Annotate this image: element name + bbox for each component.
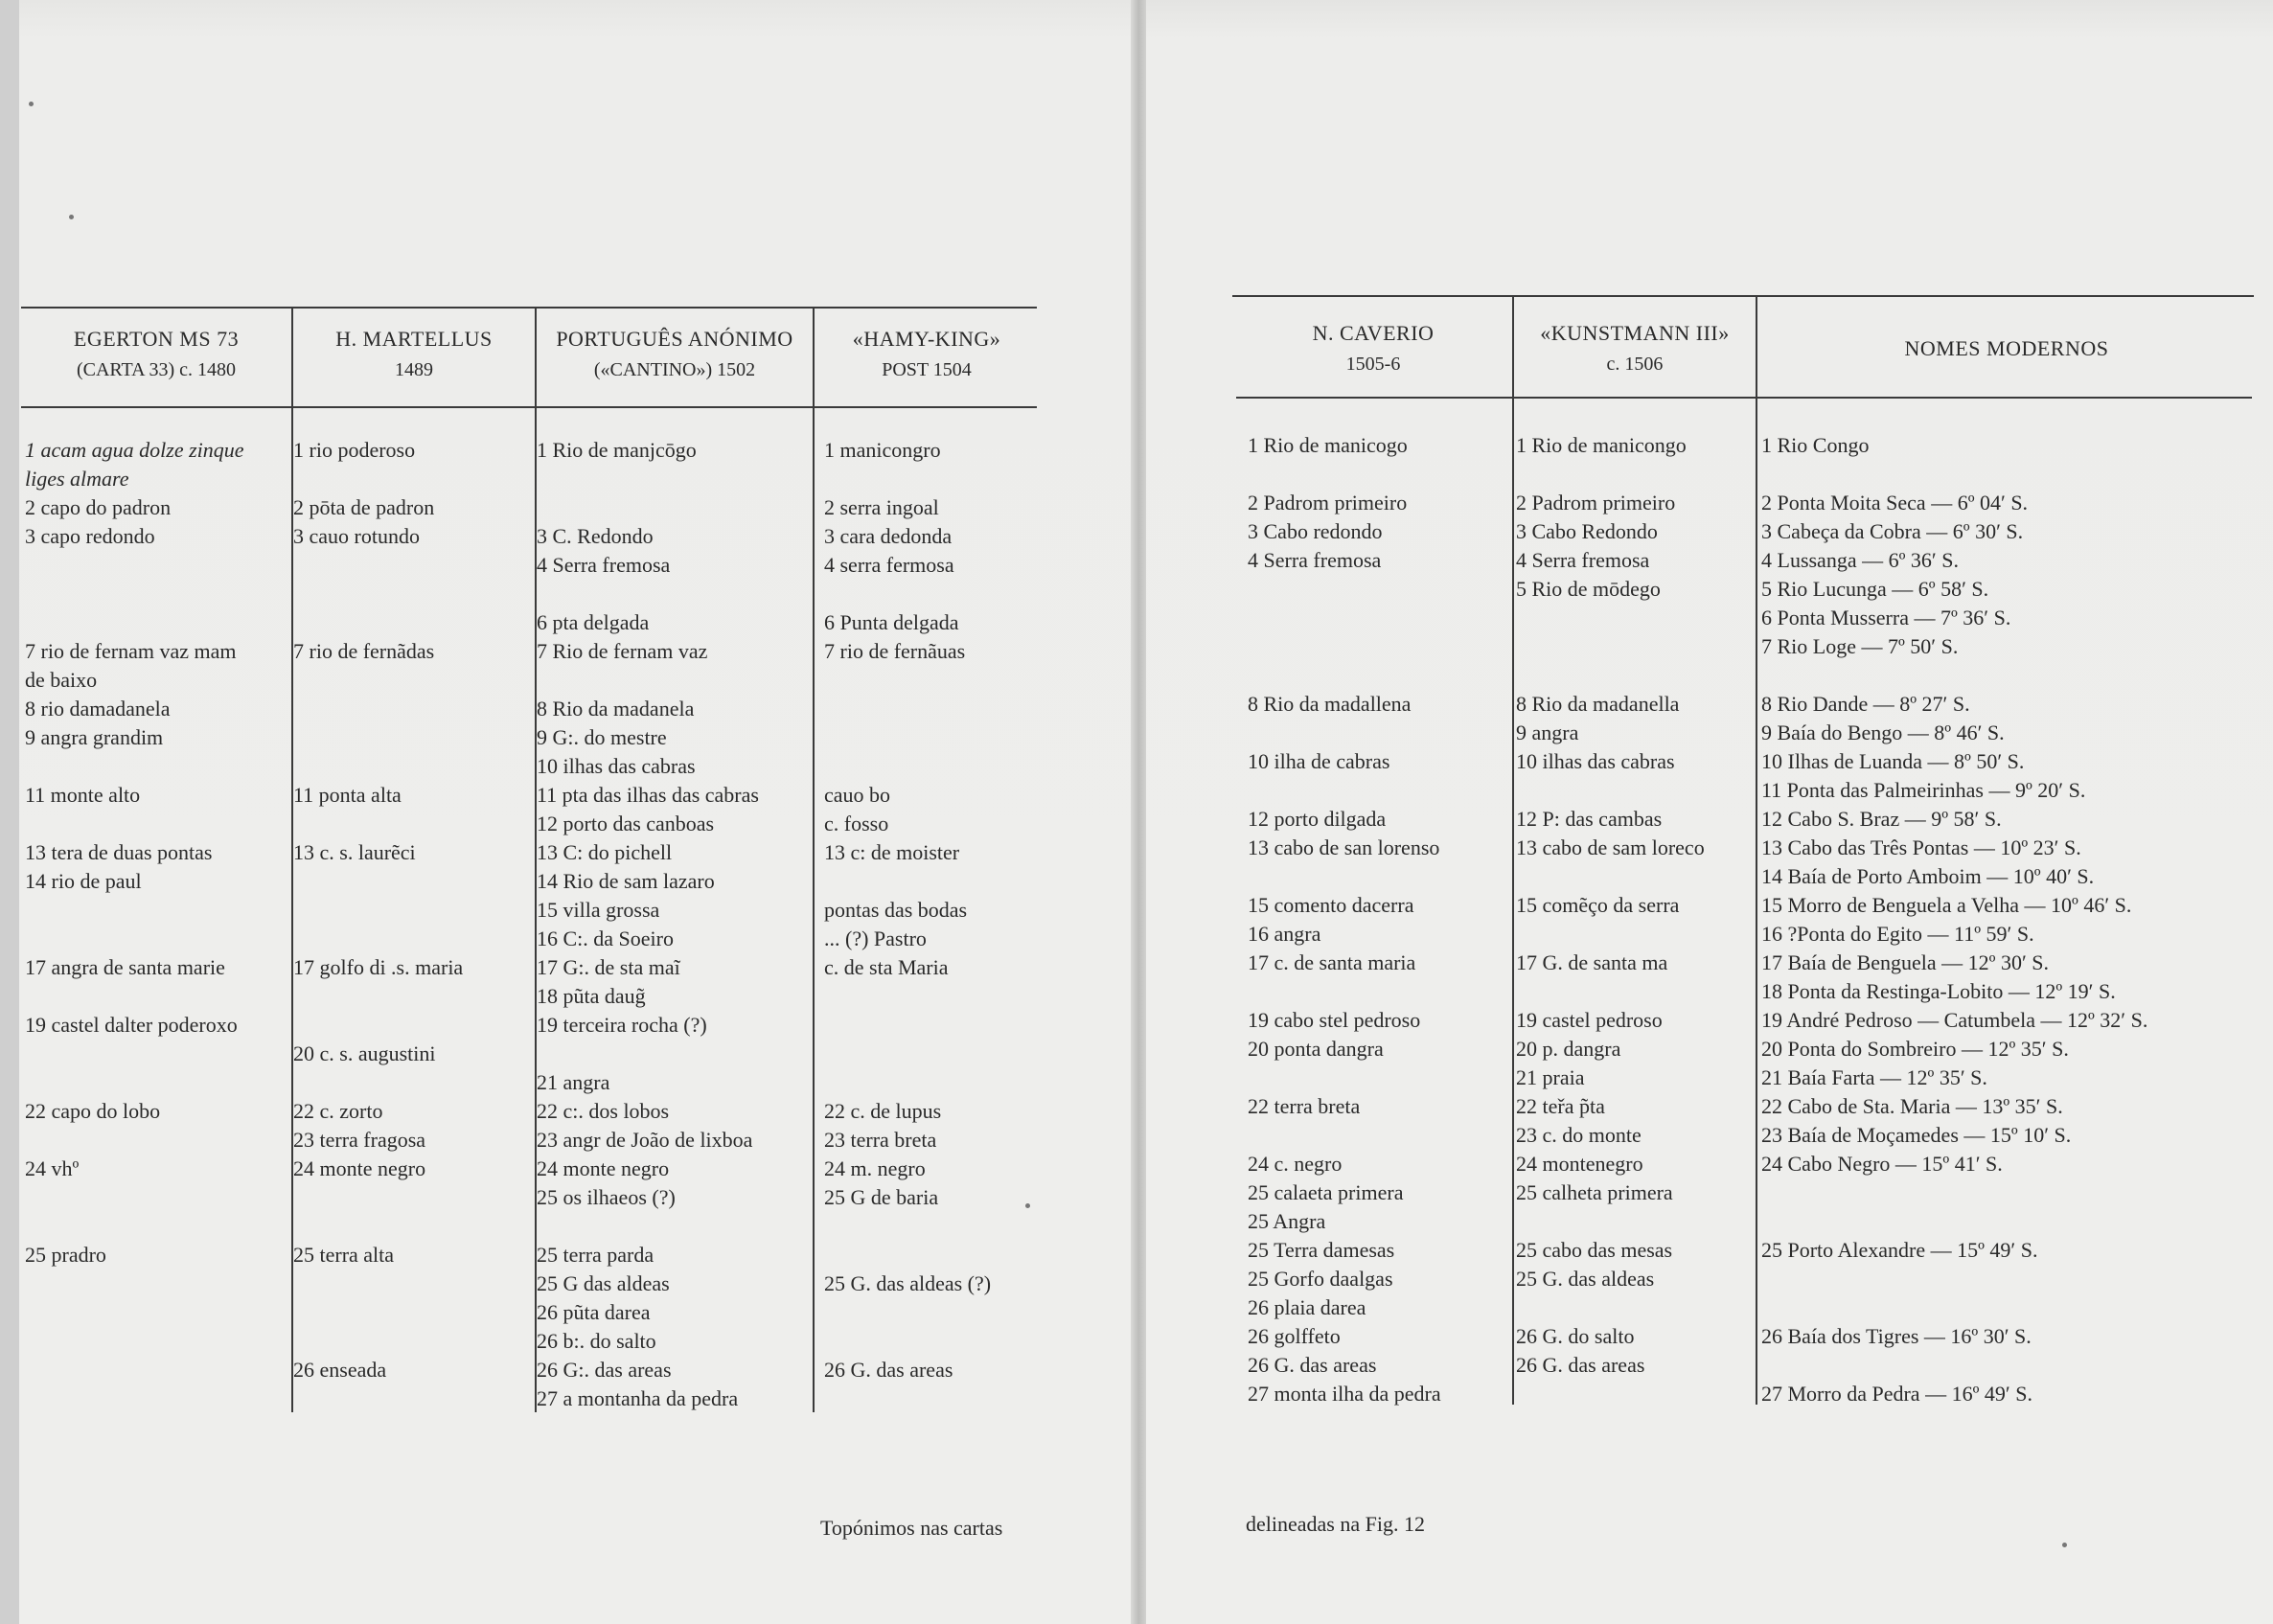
table-cell: 4 Serra fremosa: [537, 553, 671, 577]
table-cell: 17 c. de santa maria: [1248, 950, 1416, 974]
table-cell: 24 monte negro: [293, 1156, 426, 1180]
table-cell: 13 tera de duas pontas: [25, 840, 213, 864]
table-cell: 9 angra grandim: [25, 725, 164, 749]
col-hamy: [824, 436, 1037, 1471]
table-cell: [25, 1068, 289, 1097]
table-cell: 8 Rio Dande — 8º 27′ S.: [1761, 692, 1970, 716]
col-caverio: [1248, 431, 1510, 1466]
col-divider-3: [813, 309, 815, 1412]
table-cell: 6 pta delgada: [537, 610, 650, 634]
table-cell: 25 Terra damesas: [1248, 1238, 1395, 1262]
table-cell: 22 capo do lobo: [25, 1099, 161, 1123]
table-cell: 8 Rio da madanella: [1516, 692, 1680, 716]
table-cell: 12 porto dilgada: [1248, 807, 1387, 831]
table-cell: [1761, 1265, 2254, 1293]
table-cell: [824, 1068, 1037, 1097]
table-cell: [293, 1384, 533, 1413]
table-cell: [1516, 977, 1754, 1006]
table-cell: 25 calaeta primera: [1248, 1180, 1404, 1204]
table-cell: 15 comento dacerra: [1248, 893, 1414, 917]
col-head-caverio: [1236, 318, 1510, 379]
table-cell: 22 c:. dos lobos: [537, 1099, 670, 1123]
table-cell: 4 Serra fremosa: [1516, 548, 1650, 572]
table-cell: 15 villa grossa: [537, 898, 660, 922]
table-cell: 7 Rio Loge — 7º 50′ S.: [1761, 634, 1959, 658]
table-cell: 2 pōta de padron: [293, 495, 435, 519]
table-cell: 25 Gorfo daalgas: [1248, 1267, 1393, 1291]
table-cell: [1248, 460, 1510, 489]
table-cell: [537, 1442, 811, 1471]
table-cell: 19 castel dalter poderoxo: [25, 1013, 238, 1037]
table-cell: [537, 580, 811, 608]
table-cell: [293, 752, 533, 781]
table-cell: 22 teřa p̃ta: [1516, 1094, 1605, 1118]
table-cell: [25, 1356, 289, 1384]
table-cell: 7 Rio de fernam vaz: [537, 639, 708, 663]
table-cell: 21 angra: [537, 1070, 610, 1094]
table-cell: 1 Rio Congo: [1761, 433, 1870, 457]
table-cell: 5 Rio de mōdego: [1516, 577, 1661, 601]
table-cell: c. fosso: [824, 812, 889, 835]
table-cell: [293, 1212, 533, 1241]
table-cell: 26 b:. do salto: [537, 1329, 656, 1353]
table-cell: [293, 1298, 533, 1327]
col-head-caverio-line2: 1505-6: [1345, 354, 1401, 375]
table-cell: 12 Cabo S. Braz — 9º 58′ S.: [1761, 807, 2002, 831]
col-head-hamy-line2: POST 1504: [882, 359, 972, 380]
table-cell: 24 monte negro: [537, 1156, 670, 1180]
table-cell: 17 G. de santa ma: [1516, 950, 1668, 974]
col-head-martellus: [295, 324, 533, 385]
table-cell: [25, 896, 289, 925]
table-cell: 15 comẽço da serra: [1516, 893, 1680, 917]
table-cell: [25, 1413, 289, 1442]
table-cell: 26 plaia darea: [1248, 1295, 1366, 1319]
table-cell: c. de sta Maria: [824, 955, 949, 979]
table-cell: 17 golfo di .s. maria: [293, 955, 464, 979]
table-cell: 24 vhº: [25, 1156, 80, 1180]
table-cell: [25, 1126, 289, 1155]
table-cell: 22 terra breta: [1248, 1094, 1361, 1118]
table-cell: 1 Rio de manicongo: [1516, 433, 1687, 457]
table-cell: [1248, 862, 1510, 891]
scan-speck: [29, 102, 34, 106]
table-cell: 8 Rio da madallena: [1248, 692, 1412, 716]
table-cell: 4 Lussanga — 6º 36′ S.: [1761, 548, 1959, 572]
table-cell: [1761, 1351, 2254, 1380]
table-cell: 27 a montanha da pedra: [537, 1386, 739, 1410]
table-cell: [293, 1327, 533, 1356]
table-cell: [25, 1327, 289, 1356]
table-cell: 4 Serra fremosa: [1248, 548, 1382, 572]
table-cell: 25 Angra: [1248, 1209, 1326, 1233]
table-cell: 2 Padrom primeiro: [1248, 491, 1408, 515]
table-cell: 19 castel pedroso: [1516, 1008, 1663, 1032]
table-cell: [824, 1327, 1037, 1356]
table-cell: 6 Punta delgada: [824, 610, 959, 634]
table-cell: [824, 1298, 1037, 1327]
table-cell: [824, 1241, 1037, 1269]
table-cell: 25 G. das aldeas: [1516, 1267, 1655, 1291]
table-cell: 11 Ponta das Palmeirinhas — 9º 20′ S.: [1761, 778, 2086, 802]
table-cell: [293, 1269, 533, 1298]
col-head-modernos-line1: NOMES MODERNOS: [1904, 336, 2109, 360]
table-cell: 5 Rio Lucunga — 6º 58′ S.: [1761, 577, 1989, 601]
table-cell: 8 Rio da madanela: [537, 697, 695, 721]
table-cell: [824, 723, 1037, 752]
table-cell: 1 Rio de manjcōgo: [537, 438, 697, 462]
table-cell: [293, 810, 533, 838]
table-cell: 26 G. das areas: [1248, 1353, 1377, 1377]
table-cell: 22 Cabo de Sta. Maria — 13º 35′ S.: [1761, 1094, 2063, 1118]
table-cell: 23 terra fragosa: [293, 1128, 426, 1152]
table-cell: [1761, 661, 2254, 690]
table-cell: [293, 666, 533, 695]
table-cell: [1516, 661, 1754, 690]
table-cell: [1761, 1408, 2254, 1437]
table-cell: [25, 1212, 289, 1241]
table-cell: [1248, 1437, 1510, 1466]
table-cell: 11 monte alto: [25, 783, 141, 807]
table-cell: [293, 1413, 533, 1442]
table-cell: [1248, 604, 1510, 632]
table-cell: 17 Baía de Benguela — 12º 30′ S.: [1761, 950, 2050, 974]
table-cell: 13 Cabo das Três Pontas — 10º 23′ S.: [1761, 835, 2081, 859]
header-bottom-rule-right: [1236, 397, 2252, 399]
table-cell: [25, 810, 289, 838]
scan-speck: [2062, 1543, 2067, 1547]
table-cell: 23 terra breta: [824, 1128, 937, 1152]
table-cell: [25, 925, 289, 953]
table-cell: [1248, 575, 1510, 604]
col-kunstmann: [1516, 431, 1754, 1466]
table-cell: [293, 580, 533, 608]
table-cell: 9 G:. do mestre: [537, 725, 667, 749]
table-cell: 14 Rio de sam lazaro: [537, 869, 715, 893]
table-cell: [25, 551, 289, 580]
table-cell: [293, 925, 533, 953]
table-cell: 18 pũta daug̃: [537, 984, 646, 1008]
table-cell: 26 Baía dos Tigres — 16º 30′ S.: [1761, 1324, 2032, 1348]
table-cell: [25, 1040, 289, 1068]
table-cell: 26 G. das areas: [1516, 1353, 1645, 1377]
table-cell: 26 G:. das areas: [537, 1358, 672, 1382]
table-cell: 25 G das aldeas: [537, 1271, 670, 1295]
table-cell: [1248, 1064, 1510, 1092]
table-cell: 16 ?Ponta do Egito — 11º 59′ S.: [1761, 922, 2034, 946]
table-cell: 22 c. de lupus: [824, 1099, 942, 1123]
col-head-martellus-line1: H. MARTELLUS: [335, 327, 493, 351]
table-cell: [293, 982, 533, 1011]
table-cell: 20 c. s. augustini: [293, 1041, 436, 1065]
table-cell: [824, 1040, 1037, 1068]
table-cell: [1761, 1437, 2254, 1466]
table-cell: [1761, 1178, 2254, 1207]
table-cell: 24 Cabo Negro — 15º 41′ S.: [1761, 1152, 2003, 1176]
table-cell: 24 m. negro: [824, 1156, 926, 1180]
header-bottom-rule-left: [21, 406, 1037, 408]
table-cell: 19 André Pedroso — Catumbela — 12º 32′ S.: [1761, 1008, 2148, 1032]
table-cell: [1516, 1437, 1754, 1466]
table-cell: 10 ilhas das cabras: [537, 754, 696, 778]
col-cantino: [537, 436, 811, 1471]
table-cell: [293, 695, 533, 723]
table-cell: 12 porto das canboas: [537, 812, 715, 835]
col-egerton: [25, 436, 289, 1471]
table-cell: [1516, 1293, 1754, 1322]
table-cell: 19 terceira rocha (?): [537, 1013, 707, 1037]
table-cell: 23 Baía de Moçamedes — 15º 10′ S.: [1761, 1123, 2072, 1147]
table-cell: 15 Morro de Benguela a Velha — 10º 46′ S.: [1761, 893, 2132, 917]
table-cell: 3 Cabo Redondo: [1516, 519, 1658, 543]
table-cell: [824, 465, 1037, 493]
table-cell: [293, 867, 533, 896]
table-cell: 19 cabo stel pedroso: [1248, 1008, 1421, 1032]
table-cell: [25, 1298, 289, 1327]
table-cell: [25, 1384, 289, 1413]
table-cell: ... (?) Pastro: [824, 926, 927, 950]
table-cell: [1516, 776, 1754, 805]
table-cell: pontas das bodas: [824, 898, 968, 922]
col-divider-5: [1756, 297, 1757, 1405]
table-cell: [1761, 460, 2254, 489]
table-cell: [25, 1442, 289, 1471]
col-head-modernos: [1759, 333, 2254, 364]
table-cell: [1248, 661, 1510, 690]
table-cell: [1516, 920, 1754, 949]
table-cell: 14 rio de paul: [25, 869, 142, 893]
table-cell: [1516, 862, 1754, 891]
table-cell: 27 monta ilha da pedra: [1248, 1382, 1441, 1406]
table-cell: [25, 608, 289, 637]
col-head-cantino: [539, 324, 811, 385]
scan-speck: [1025, 1203, 1030, 1208]
col-martellus: [293, 436, 533, 1471]
table-cell: 1 rio poderoso: [293, 438, 416, 462]
table-cell: 3 cauo rotundo: [293, 524, 420, 548]
table-cell: 1 acam agua dolze zinque: [25, 438, 244, 462]
table-cell: 23 angr de João de lixboa: [537, 1128, 753, 1152]
table-cell: [824, 1212, 1037, 1241]
table-cell: [293, 723, 533, 752]
table-cell: 20 ponta dangra: [1248, 1037, 1384, 1061]
table-cell: 10 ilhas das cabras: [1516, 749, 1675, 773]
table-cell: 22 c. zorto: [293, 1099, 383, 1123]
table-cell: [537, 1040, 811, 1068]
table-cell: 25 calheta primera: [1516, 1180, 1673, 1204]
table-cell: [25, 1269, 289, 1298]
table-cell: [824, 1442, 1037, 1471]
table-cell: 3 cara dedonda: [824, 524, 953, 548]
table-cell: 25 G. das aldeas (?): [824, 1271, 992, 1295]
table-cell: 14 Baía de Porto Amboim — 10º 40′ S.: [1761, 864, 2095, 888]
table-cell: [537, 1212, 811, 1241]
table-cell: 8 rio damadanela: [25, 697, 171, 721]
table-cell: de baixo: [25, 668, 98, 692]
table-cell: 26 G. do salto: [1516, 1324, 1635, 1348]
table-cell: 23 c. do monte: [1516, 1123, 1642, 1147]
table-cell: 26 G. das areas: [824, 1358, 953, 1382]
table-cell: 3 capo redondo: [25, 524, 155, 548]
table-cell: [293, 551, 533, 580]
table-cell: [1516, 1380, 1754, 1408]
table-cell: [537, 666, 811, 695]
col-head-hamy: [816, 324, 1037, 385]
table-cell: [1248, 1121, 1510, 1150]
table-cell: 13 cabo de sam loreco: [1516, 835, 1705, 859]
col-head-egerton-line1: EGERTON MS 73: [73, 327, 240, 351]
table-cell: [1248, 1408, 1510, 1437]
table-cell: 16 C:. da Soeiro: [537, 926, 674, 950]
table-cell: [1516, 632, 1754, 661]
col-divider-4: [1512, 297, 1514, 1405]
table-cell: [824, 867, 1037, 896]
table-cell: 25 G de baria: [824, 1185, 939, 1209]
table-cell: 25 cabo das mesas: [1516, 1238, 1673, 1262]
table-cell: [537, 465, 811, 493]
col-head-egerton: [23, 324, 289, 385]
table-cell: 7 rio de fernãdas: [293, 639, 435, 663]
table-cell: [25, 752, 289, 781]
table-cell: 3 C. Redondo: [537, 524, 654, 548]
table-cell: 25 Porto Alexandre — 15º 49′ S.: [1761, 1238, 2038, 1262]
table-cell: [1248, 719, 1510, 747]
table-cell: [824, 580, 1037, 608]
table-cell: 18 Ponta da Restinga-Lobito — 12º 19′ S.: [1761, 979, 2116, 1003]
table-cell: 4 serra fermosa: [824, 553, 954, 577]
table-cell: [824, 752, 1037, 781]
table-cell: 3 Cabo redondo: [1248, 519, 1383, 543]
table-cell: 26 enseada: [293, 1358, 387, 1382]
table-cell: [824, 1384, 1037, 1413]
table-cell: 10 ilha de cabras: [1248, 749, 1390, 773]
table-cell: 2 serra ingoal: [824, 495, 939, 519]
table-cell: 17 G:. de sta maĩ: [537, 955, 680, 979]
table-cell: 2 capo do padron: [25, 495, 172, 519]
table-cell: 7 rio de fernãuas: [824, 639, 966, 663]
table-cell: 10 Ilhas de Luanda — 8º 50′ S.: [1761, 749, 2025, 773]
table-cell: 25 terra alta: [293, 1243, 395, 1267]
table-cell: 7 rio de fernam vaz mam: [25, 639, 237, 663]
table-cell: [537, 1413, 811, 1442]
caption-right: delineadas na Fig. 12: [1246, 1512, 1425, 1536]
table-cell: 24 montenegro: [1516, 1152, 1643, 1176]
table-cell: 26 pũta darea: [537, 1300, 651, 1324]
table-cell: [824, 982, 1037, 1011]
scan-speck: [69, 215, 74, 219]
table-cell: [293, 896, 533, 925]
table-cell: [824, 695, 1037, 723]
table-cell: [25, 982, 289, 1011]
table-cell: 24 c. negro: [1248, 1152, 1343, 1176]
table-cell: [824, 1413, 1037, 1442]
table-cell: [293, 465, 533, 493]
col-head-kunstmann: [1516, 318, 1754, 379]
table-cell: 20 p. dangra: [1516, 1037, 1621, 1061]
table-cell: [293, 1011, 533, 1040]
table-top-rule-right: [1232, 295, 2254, 297]
table-cell: 13 c: de moister: [824, 840, 960, 864]
table-cell: 21 Baía Farta — 12º 35′ S.: [1761, 1065, 1987, 1089]
table-cell: 9 Baía do Bengo — 8º 46′ S.: [1761, 721, 2005, 744]
table-cell: 25 terra parda: [537, 1243, 654, 1267]
table-cell: 12 P: das cambas: [1516, 807, 1663, 831]
table-cell: 25 os ilhaeos (?): [537, 1185, 676, 1209]
col-head-martellus-line2: 1489: [395, 359, 433, 380]
table-cell: 6 Ponta Musserra — 7º 36′ S.: [1761, 606, 2011, 629]
table-cell: liges almare: [25, 467, 129, 491]
col-head-cantino-line1: PORTUGUÊS ANÓNIMO: [556, 327, 793, 351]
table-cell: [824, 666, 1037, 695]
col-modernos: [1761, 431, 2254, 1466]
table-cell: [1761, 1293, 2254, 1322]
table-cell: [1248, 632, 1510, 661]
col-head-egerton-line2: (CARTA 33) c. 1480: [76, 359, 237, 380]
table-cell: [537, 493, 811, 522]
table-cell: 3 Cabeça da Cobra — 6º 30′ S.: [1761, 519, 2024, 543]
col-head-caverio-line1: N. CAVERIO: [1312, 321, 1435, 345]
col-head-hamy-line1: «HAMY-KING»: [852, 327, 1001, 351]
table-cell: 1 manicongro: [824, 438, 941, 462]
table-cell: 2 Padrom primeiro: [1516, 491, 1676, 515]
table-cell: [1516, 1408, 1754, 1437]
table-top-rule-left: [21, 307, 1037, 309]
table-cell: 26 golffeto: [1248, 1324, 1341, 1348]
table-cell: 16 angra: [1248, 922, 1321, 946]
table-cell: cauo bo: [824, 783, 891, 807]
table-cell: [1761, 1207, 2254, 1236]
table-cell: 2 Ponta Moita Seca — 6º 04′ S.: [1761, 491, 2029, 515]
col-head-cantino-line2: («CANTINO») 1502: [593, 359, 756, 380]
table-cell: 21 praia: [1516, 1065, 1585, 1089]
caption-left: Topónimos nas cartas: [820, 1516, 1003, 1540]
table-cell: 17 angra de santa marie: [25, 955, 225, 979]
table-cell: [293, 1442, 533, 1471]
table-cell: 1 Rio de manicogo: [1248, 433, 1408, 457]
table-cell: [1248, 776, 1510, 805]
table-cell: [1516, 604, 1754, 632]
table-cell: [1516, 1207, 1754, 1236]
table-cell: 27 Morro da Pedra — 16º 49′ S.: [1761, 1382, 2032, 1406]
col-head-kunstmann-line2: c. 1506: [1606, 354, 1664, 375]
table-cell: [25, 580, 289, 608]
table-cell: [293, 1068, 533, 1097]
table-cell: 13 cabo de san lorenso: [1248, 835, 1440, 859]
table-cell: 25 pradro: [25, 1243, 106, 1267]
table-cell: [824, 1011, 1037, 1040]
table-cell: 9 angra: [1516, 721, 1579, 744]
table-cell: [25, 1183, 289, 1212]
col-head-kunstmann-line1: «KUNSTMANN III»: [1540, 321, 1730, 345]
table-cell: 11 ponta alta: [293, 783, 402, 807]
table-cell: 11 pta das ilhas das cabras: [537, 783, 759, 807]
table-cell: [1248, 977, 1510, 1006]
table-cell: [1516, 460, 1754, 489]
table-cell: 13 C: do pichell: [537, 840, 673, 864]
table-cell: [293, 1183, 533, 1212]
table-cell: 13 c. s. laurẽci: [293, 840, 416, 864]
table-cell: 20 Ponta do Sombreiro — 12º 35′ S.: [1761, 1037, 2069, 1061]
table-cell: [293, 608, 533, 637]
